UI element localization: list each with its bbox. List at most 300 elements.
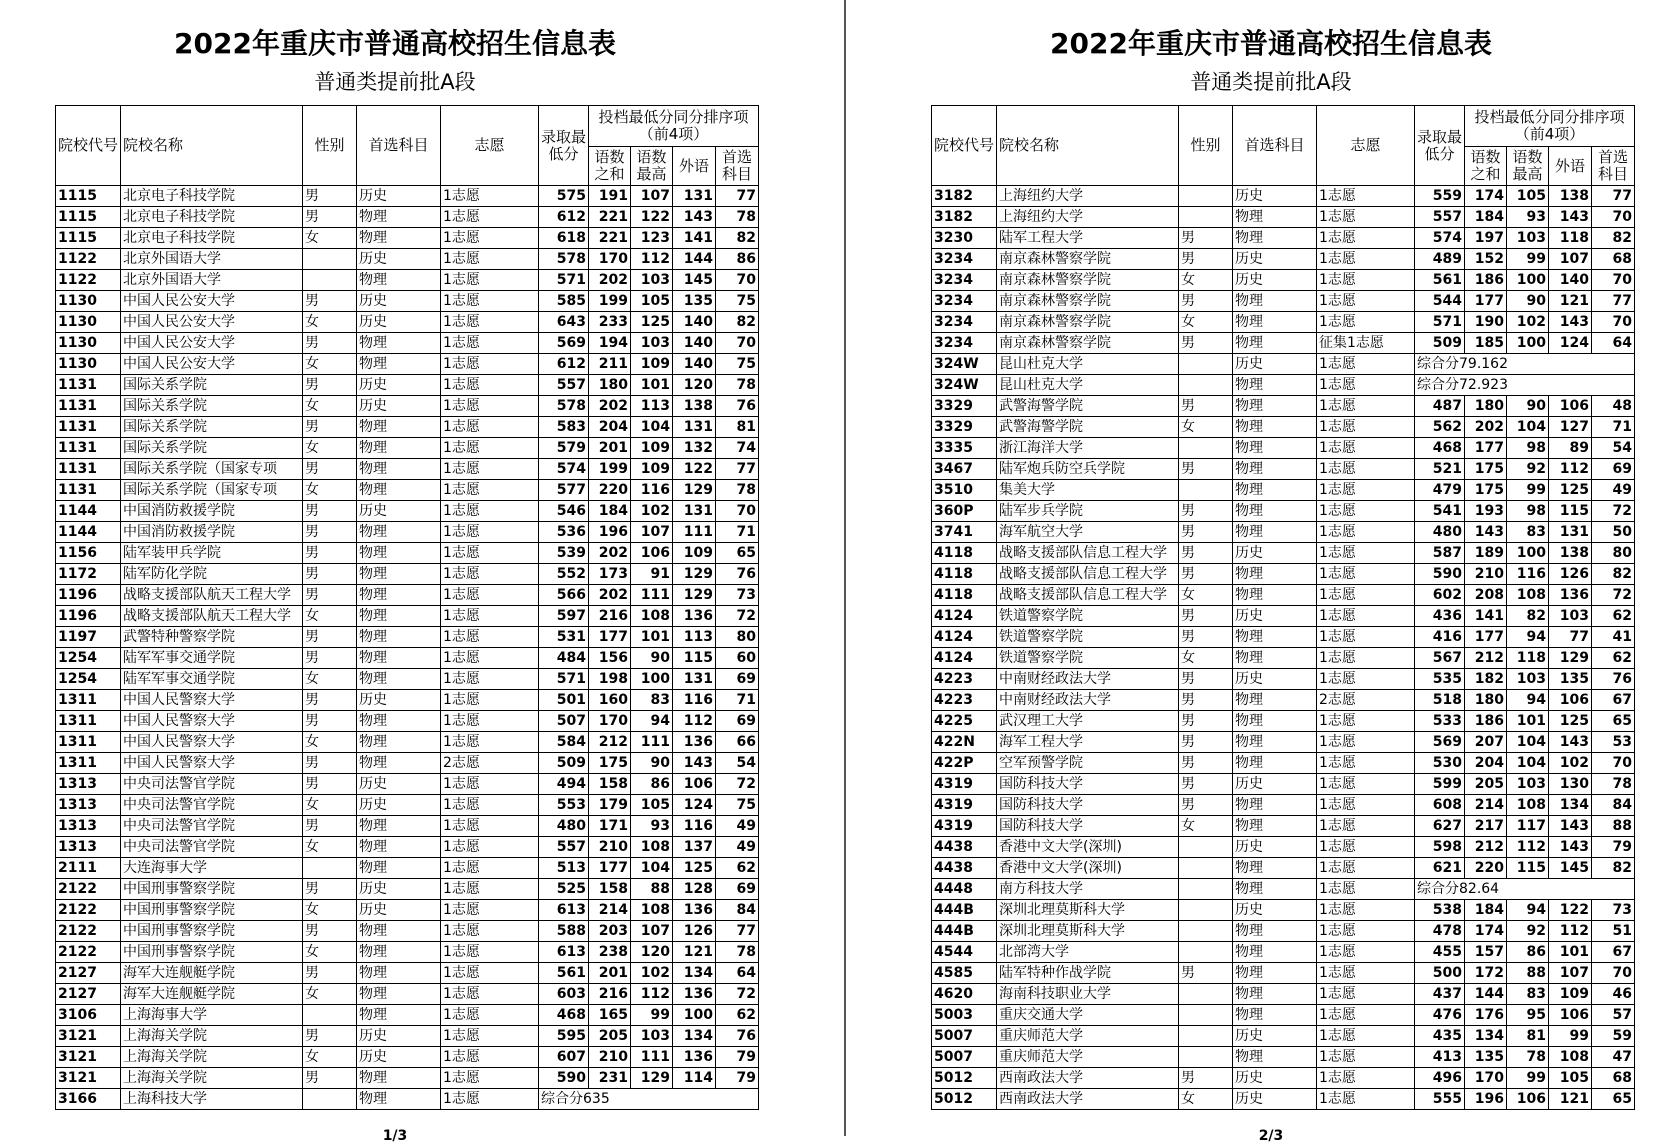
cell-min-score: 541	[1415, 501, 1465, 522]
cell-min-score: 489	[1415, 249, 1465, 270]
cell-code: 1313	[56, 795, 121, 816]
cell-code: 1313	[56, 816, 121, 837]
cell-foreign: 106	[1549, 396, 1592, 417]
cell-max-cm: 101	[1507, 711, 1549, 732]
cell-subject: 物理	[357, 207, 441, 228]
cell-max-cm: 95	[1507, 1005, 1549, 1026]
cell-code: 444B	[932, 900, 997, 921]
cell-chinese-math: 184	[1465, 207, 1507, 228]
table-row	[56, 963, 759, 984]
cell-code: 2122	[56, 921, 121, 942]
cell-max-cm: 104	[631, 417, 673, 438]
cell-gender: 男	[303, 921, 357, 942]
cell-chinese-math: 160	[589, 690, 631, 711]
admission-table	[55, 105, 759, 1110]
cell-school-name: 中国人民公安大学	[121, 291, 303, 312]
cell-first-subject: 48	[1592, 396, 1635, 417]
cell-gender: 女	[303, 837, 357, 858]
cell-chinese-math: 172	[1465, 963, 1507, 984]
cell-choice: 1志愿	[1317, 1026, 1415, 1047]
cell-first-subject: 78	[716, 942, 759, 963]
table-row	[56, 291, 759, 312]
cell-school-name: 香港中文大学(深圳)	[997, 858, 1179, 879]
table-body	[932, 186, 1635, 1110]
cell-school-name: 国际关系学院	[121, 375, 303, 396]
cell-subject: 历史	[1233, 186, 1317, 207]
cell-max-cm: 86	[1507, 942, 1549, 963]
cell-school-name: 铁道警察学院	[997, 606, 1179, 627]
cell-foreign: 125	[1549, 711, 1592, 732]
cell-chinese-math: 186	[1465, 711, 1507, 732]
cell-gender: 男	[303, 207, 357, 228]
cell-school-name: 中央司法警官学院	[121, 774, 303, 795]
table-row	[932, 837, 1635, 858]
cell-foreign: 121	[1549, 291, 1592, 312]
cell-min-score: 468	[1415, 438, 1465, 459]
page-divider	[844, 0, 846, 1136]
cell-school-name: 中国人民警察大学	[121, 690, 303, 711]
cell-foreign: 140	[673, 333, 716, 354]
cell-gender: 男	[1179, 249, 1233, 270]
cell-gender	[303, 858, 357, 879]
cell-subject: 物理	[357, 417, 441, 438]
cell-code: 1144	[56, 522, 121, 543]
cell-code: 4118	[932, 564, 997, 585]
cell-min-score: 455	[1415, 942, 1465, 963]
table-row	[932, 354, 1635, 375]
cell-chinese-math: 205	[589, 1026, 631, 1047]
cell-min-score: 416	[1415, 627, 1465, 648]
cell-code: 3234	[932, 312, 997, 333]
table-row	[56, 1068, 759, 1089]
cell-first-subject: 80	[716, 627, 759, 648]
cell-min-score: 621	[1415, 858, 1465, 879]
cell-gender: 男	[303, 627, 357, 648]
cell-foreign: 143	[1549, 207, 1592, 228]
cell-max-cm: 103	[631, 333, 673, 354]
cell-chinese-math: 177	[1465, 291, 1507, 312]
cell-first-subject: 88	[1592, 816, 1635, 837]
cell-code: 3234	[932, 333, 997, 354]
cell-subject: 历史	[1233, 669, 1317, 690]
table-row	[932, 648, 1635, 669]
cell-foreign: 143	[1549, 312, 1592, 333]
cell-foreign: 99	[1549, 1026, 1592, 1047]
cell-code: 2111	[56, 858, 121, 879]
cell-min-score: 487	[1415, 396, 1465, 417]
cell-code: 1130	[56, 312, 121, 333]
page-title: 2022年重庆市普通高校招生信息表	[1050, 27, 1492, 60]
cell-first-subject: 49	[1592, 480, 1635, 501]
cell-first-subject: 86	[716, 249, 759, 270]
cell-foreign: 109	[1549, 984, 1592, 1005]
cell-foreign: 132	[673, 438, 716, 459]
cell-foreign: 131	[673, 669, 716, 690]
cell-max-cm: 123	[631, 228, 673, 249]
cell-gender: 女	[303, 942, 357, 963]
cell-choice: 1志愿	[1317, 291, 1415, 312]
cell-school-name: 陆军防化学院	[121, 564, 303, 585]
cell-foreign: 101	[1549, 942, 1592, 963]
cell-chinese-math: 184	[589, 501, 631, 522]
cell-first-subject: 51	[1592, 921, 1635, 942]
cell-choice: 1志愿	[441, 543, 539, 564]
table-row	[932, 732, 1635, 753]
cell-foreign: 107	[1549, 963, 1592, 984]
cell-code: 1144	[56, 501, 121, 522]
cell-school-name: 海军大连舰艇学院	[121, 963, 303, 984]
cell-choice: 1志愿	[441, 396, 539, 417]
cell-choice: 1志愿	[1317, 648, 1415, 669]
cell-choice: 1志愿	[1317, 354, 1415, 375]
cell-school-name: 海南科技职业大学	[997, 984, 1179, 1005]
cell-max-cm: 129	[631, 1068, 673, 1089]
table-row	[932, 543, 1635, 564]
cell-choice: 1志愿	[441, 942, 539, 963]
cell-subject: 物理	[1233, 522, 1317, 543]
cell-foreign: 126	[1549, 564, 1592, 585]
cell-max-cm: 91	[631, 564, 673, 585]
cell-chinese-math: 202	[589, 270, 631, 291]
cell-first-subject: 70	[716, 270, 759, 291]
cell-subject: 物理	[1233, 627, 1317, 648]
cell-first-subject: 79	[716, 1068, 759, 1089]
cell-subject: 物理	[1233, 816, 1317, 837]
cell-first-subject: 70	[1592, 963, 1635, 984]
cell-foreign: 143	[673, 753, 716, 774]
cell-first-subject: 75	[716, 354, 759, 375]
cell-min-score: 595	[539, 1026, 589, 1047]
cell-chinese-math: 194	[589, 333, 631, 354]
cell-foreign: 143	[1549, 816, 1592, 837]
cell-subject: 物理	[357, 1005, 441, 1026]
cell-subject: 物理	[1233, 459, 1317, 480]
cell-gender	[1179, 438, 1233, 459]
cell-gender: 男	[303, 648, 357, 669]
table-row	[932, 1089, 1635, 1110]
header-subject: 首选科目	[1233, 106, 1317, 186]
table-row	[932, 921, 1635, 942]
cell-max-cm: 108	[631, 606, 673, 627]
table-row	[932, 564, 1635, 585]
cell-foreign: 100	[673, 1005, 716, 1026]
cell-subject: 物理	[1233, 291, 1317, 312]
cell-gender: 男	[1179, 501, 1233, 522]
cell-gender: 女	[303, 984, 357, 1005]
cell-chinese-math: 186	[1465, 270, 1507, 291]
cell-min-score: 480	[1415, 522, 1465, 543]
cell-foreign: 115	[673, 648, 716, 669]
cell-chinese-math: 173	[589, 564, 631, 585]
cell-choice: 1志愿	[1317, 837, 1415, 858]
admission-table	[931, 105, 1635, 1110]
cell-choice: 1志愿	[1317, 774, 1415, 795]
cell-foreign: 138	[673, 396, 716, 417]
cell-min-score: 578	[539, 396, 589, 417]
cell-min-score: 509	[1415, 333, 1465, 354]
cell-foreign: 138	[1549, 186, 1592, 207]
cell-code: 1196	[56, 606, 121, 627]
cell-gender: 女	[1179, 270, 1233, 291]
cell-min-score: 557	[1415, 207, 1465, 228]
cell-school-name: 北部湾大学	[997, 942, 1179, 963]
cell-school-name: 中国刑事警察学院	[121, 942, 303, 963]
table-row	[56, 1005, 759, 1026]
cell-code: 1313	[56, 774, 121, 795]
cell-chinese-math: 199	[589, 291, 631, 312]
cell-max-cm: 103	[631, 1026, 673, 1047]
cell-choice: 1志愿	[441, 900, 539, 921]
cell-min-score: 608	[1415, 795, 1465, 816]
cell-foreign: 135	[673, 291, 716, 312]
cell-gender	[303, 249, 357, 270]
cell-foreign: 112	[1549, 459, 1592, 480]
cell-min-score: 557	[539, 837, 589, 858]
cell-min-score: 577	[539, 480, 589, 501]
cell-max-cm: 99	[1507, 480, 1549, 501]
cell-code: 3234	[932, 270, 997, 291]
cell-code: 3329	[932, 417, 997, 438]
cell-foreign: 145	[673, 270, 716, 291]
cell-max-cm: 100	[1507, 333, 1549, 354]
cell-chinese-math: 176	[1465, 1005, 1507, 1026]
cell-subject: 物理	[357, 816, 441, 837]
cell-max-cm: 100	[631, 669, 673, 690]
cell-min-score: 544	[1415, 291, 1465, 312]
cell-school-name: 陆军炮兵防空兵学院	[997, 459, 1179, 480]
cell-min-score: 综合分635	[539, 1089, 759, 1110]
cell-max-cm: 111	[631, 585, 673, 606]
cell-chinese-math: 177	[1465, 438, 1507, 459]
cell-foreign: 143	[1549, 837, 1592, 858]
cell-code: 4438	[932, 837, 997, 858]
cell-chinese-math: 134	[1465, 1026, 1507, 1047]
cell-school-name: 上海纽约大学	[997, 186, 1179, 207]
cell-gender	[1179, 879, 1233, 900]
cell-min-score: 437	[1415, 984, 1465, 1005]
cell-code: 1131	[56, 480, 121, 501]
cell-code: 324W	[932, 354, 997, 375]
cell-min-score: 535	[1415, 669, 1465, 690]
cell-school-name: 北京电子科技学院	[121, 207, 303, 228]
cell-choice: 1志愿	[441, 249, 539, 270]
cell-code: 1131	[56, 396, 121, 417]
table-row	[932, 333, 1635, 354]
page-number: 1/3	[382, 1128, 408, 1144]
cell-subject: 物理	[1233, 375, 1317, 396]
cell-code: 3182	[932, 186, 997, 207]
cell-chinese-math: 144	[1465, 984, 1507, 1005]
cell-chinese-math: 221	[589, 228, 631, 249]
cell-choice: 1志愿	[1317, 627, 1415, 648]
cell-first-subject: 64	[716, 963, 759, 984]
cell-foreign: 128	[673, 879, 716, 900]
cell-subject: 物理	[357, 732, 441, 753]
cell-max-cm: 90	[1507, 291, 1549, 312]
cell-code: 1122	[56, 249, 121, 270]
cell-max-cm: 102	[1507, 312, 1549, 333]
cell-code: 5012	[932, 1068, 997, 1089]
cell-foreign: 134	[1549, 795, 1592, 816]
table-row	[56, 207, 759, 228]
page-1	[0, 0, 790, 1144]
cell-min-score: 574	[539, 459, 589, 480]
table-row	[56, 522, 759, 543]
cell-first-subject: 78	[716, 207, 759, 228]
cell-max-cm: 107	[631, 186, 673, 207]
cell-chinese-math: 202	[589, 585, 631, 606]
table-row	[56, 774, 759, 795]
cell-max-cm: 104	[1507, 732, 1549, 753]
cell-choice: 2志愿	[1317, 690, 1415, 711]
cell-school-name: 中南财经政法大学	[997, 690, 1179, 711]
cell-foreign: 131	[673, 417, 716, 438]
cell-max-cm: 101	[631, 627, 673, 648]
cell-code: 3329	[932, 396, 997, 417]
cell-gender: 女	[1179, 1089, 1233, 1110]
cell-max-cm: 112	[631, 249, 673, 270]
cell-min-score: 综合分82.64	[1415, 879, 1635, 900]
cell-chinese-math: 210	[589, 1047, 631, 1068]
cell-subject: 物理	[357, 543, 441, 564]
cell-chinese-math: 170	[589, 711, 631, 732]
cell-code: 1311	[56, 711, 121, 732]
cell-subject: 物理	[357, 564, 441, 585]
cell-chinese-math: 157	[1465, 942, 1507, 963]
cell-school-name: 武警特种警察学院	[121, 627, 303, 648]
cell-first-subject: 72	[716, 984, 759, 1005]
cell-chinese-math: 210	[1465, 564, 1507, 585]
cell-school-name: 中国消防救援学院	[121, 501, 303, 522]
cell-subject: 物理	[357, 480, 441, 501]
cell-min-score: 476	[1415, 1005, 1465, 1026]
cell-chinese-math: 221	[589, 207, 631, 228]
cell-gender: 男	[303, 816, 357, 837]
cell-chinese-math: 214	[1465, 795, 1507, 816]
cell-gender: 女	[1179, 585, 1233, 606]
cell-subject: 历史	[1233, 1068, 1317, 1089]
cell-code: 4319	[932, 774, 997, 795]
cell-code: 1130	[56, 291, 121, 312]
cell-subject: 历史	[357, 900, 441, 921]
cell-gender: 男	[1179, 669, 1233, 690]
cell-code: 444B	[932, 921, 997, 942]
cell-school-name: 铁道警察学院	[997, 648, 1179, 669]
cell-choice: 1志愿	[441, 1047, 539, 1068]
table-row	[56, 879, 759, 900]
cell-foreign: 112	[1549, 921, 1592, 942]
cell-gender	[1179, 900, 1233, 921]
cell-choice: 1志愿	[441, 186, 539, 207]
cell-gender	[1179, 1047, 1233, 1068]
cell-max-cm: 105	[631, 795, 673, 816]
cell-subject: 历史	[357, 501, 441, 522]
cell-choice: 1志愿	[1317, 963, 1415, 984]
table-row	[932, 249, 1635, 270]
cell-gender: 男	[1179, 606, 1233, 627]
cell-first-subject: 65	[1592, 1089, 1635, 1110]
cell-chinese-math: 212	[1465, 837, 1507, 858]
cell-school-name: 中国消防救援学院	[121, 522, 303, 543]
cell-min-score: 539	[539, 543, 589, 564]
cell-gender: 男	[303, 291, 357, 312]
cell-gender: 男	[303, 879, 357, 900]
cell-max-cm: 106	[1507, 1089, 1549, 1110]
cell-first-subject: 77	[716, 921, 759, 942]
cell-first-subject: 76	[1592, 669, 1635, 690]
cell-school-name: 浙江海洋大学	[997, 438, 1179, 459]
table-row	[56, 543, 759, 564]
cell-first-subject: 76	[716, 396, 759, 417]
cell-chinese-math: 184	[1465, 900, 1507, 921]
cell-first-subject: 46	[1592, 984, 1635, 1005]
cell-first-subject: 67	[1592, 690, 1635, 711]
cell-code: 3335	[932, 438, 997, 459]
cell-choice: 1志愿	[1317, 1005, 1415, 1026]
cell-chinese-math: 175	[1465, 480, 1507, 501]
cell-choice: 2志愿	[441, 753, 539, 774]
cell-first-subject: 65	[716, 543, 759, 564]
cell-min-score: 599	[1415, 774, 1465, 795]
cell-subject: 历史	[357, 879, 441, 900]
cell-first-subject: 81	[716, 417, 759, 438]
cell-first-subject: 70	[716, 501, 759, 522]
cell-gender	[1179, 858, 1233, 879]
cell-first-subject: 75	[716, 291, 759, 312]
cell-chinese-math: 231	[589, 1068, 631, 1089]
cell-min-score: 566	[539, 585, 589, 606]
table-row	[932, 879, 1635, 900]
cell-chinese-math: 220	[1465, 858, 1507, 879]
cell-chinese-math: 207	[1465, 732, 1507, 753]
cell-min-score: 546	[539, 501, 589, 522]
cell-first-subject: 70	[1592, 312, 1635, 333]
cell-choice: 1志愿	[1317, 501, 1415, 522]
cell-first-subject: 69	[1592, 459, 1635, 480]
cell-subject: 物理	[1233, 333, 1317, 354]
table-row	[932, 228, 1635, 249]
cell-foreign: 143	[673, 207, 716, 228]
cell-first-subject: 76	[716, 564, 759, 585]
cell-code: 1131	[56, 438, 121, 459]
table-row	[56, 732, 759, 753]
cell-min-score: 612	[539, 354, 589, 375]
cell-choice: 1志愿	[1317, 417, 1415, 438]
cell-max-cm: 125	[631, 312, 673, 333]
cell-school-name: 深圳北理莫斯科大学	[997, 921, 1179, 942]
cell-foreign: 103	[1549, 606, 1592, 627]
table-row	[56, 333, 759, 354]
cell-max-cm: 93	[631, 816, 673, 837]
table-row	[56, 417, 759, 438]
cell-school-name: 国防科技大学	[997, 795, 1179, 816]
cell-subject: 物理	[1233, 480, 1317, 501]
cell-first-subject: 69	[716, 711, 759, 732]
cell-subject: 历史	[357, 795, 441, 816]
table-row	[932, 858, 1635, 879]
cell-subject: 物理	[1233, 501, 1317, 522]
header-code: 院校代号	[56, 106, 121, 186]
cell-gender: 男	[1179, 963, 1233, 984]
cell-chinese-math: 171	[589, 816, 631, 837]
cell-gender: 男	[1179, 543, 1233, 564]
cell-chinese-math: 216	[589, 984, 631, 1005]
cell-gender: 女	[303, 396, 357, 417]
cell-school-name: 国际关系学院（国家专项	[121, 459, 303, 480]
cell-gender: 女	[303, 795, 357, 816]
cell-subject: 历史	[357, 249, 441, 270]
cell-chinese-math: 208	[1465, 585, 1507, 606]
